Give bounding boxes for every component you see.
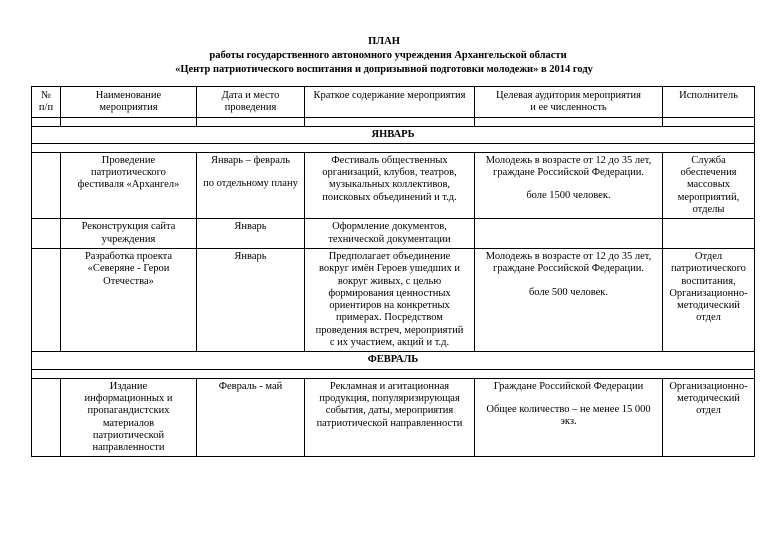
col-header-audience: Целевая аудитория мероприятия и ее численность	[475, 87, 663, 118]
event-name: Разработка проекта «Северяне - Герои Отечества»	[61, 248, 197, 351]
event-executor: Организационно- методический отдел	[663, 378, 755, 457]
event-name: Проведение патриотического фестиваля «Архангел»	[61, 152, 197, 218]
table-row	[32, 248, 755, 351]
col-header-date: Дата и место проведения	[197, 87, 305, 118]
col-header-summary: Краткое содержание мероприятия	[305, 87, 475, 118]
spacer-row	[32, 117, 755, 126]
table-header-row	[32, 87, 755, 118]
event-date: Январь – февраль по отдельному плану	[197, 152, 305, 218]
table-row	[32, 219, 755, 249]
event-summary: Предполагает объединение вокруг имён Героев ушедших и вокруг живых, с целью формирования ценностных ориентиров на конкретных примерах. Посредством проведения встреч, мероприятий с их участием, акций и т.д.	[305, 248, 475, 351]
table-row	[32, 152, 755, 218]
event-executor: Служба обеспечения массовых мероприятий, отделы	[663, 152, 755, 218]
event-date: Январь	[197, 248, 305, 351]
event-summary: Фестиваль общественных организаций, клубов, театров, музыкальных коллективов, поисковых объединений и т.д.	[305, 152, 475, 218]
event-audience: Молодежь в возрасте от 12 до 35 лет, граждане Российской Федерации. боле 1500 человек.	[475, 152, 663, 218]
event-executor: Отдел патриотического воспитания, Организационно- методический отдел	[663, 248, 755, 351]
spacer-row	[32, 143, 755, 152]
plan-organization: «Центр патриотического воспитания и допризывной подготовки молодежи» в 2014 году	[175, 64, 593, 75]
col-header-executor: Исполнитель	[663, 87, 755, 118]
month-label: ЯНВАРЬ	[32, 126, 755, 143]
event-name: Реконструкция сайта учреждения	[61, 219, 197, 249]
month-label: ФЕВРАЛЬ	[32, 352, 755, 369]
event-audience: Граждане Российской Федерации Общее количество – не менее 15 000 экз.	[475, 378, 663, 457]
event-date: Февраль - май	[197, 378, 305, 457]
table-row	[32, 378, 755, 457]
spacer-row	[32, 369, 755, 378]
month-row-february	[32, 352, 755, 369]
event-audience: Молодежь в возрасте от 12 до 35 лет, граждане Российской Федерации. боле 500 человек.	[475, 248, 663, 351]
month-row-january	[32, 126, 755, 143]
event-date: Январь	[197, 219, 305, 249]
col-header-name: Наименование мероприятия	[61, 87, 197, 118]
plan-subtitle: работы государственного автономного учреждения Архангельской области	[209, 50, 567, 61]
event-executor	[663, 219, 755, 249]
plan-title: ПЛАН	[368, 36, 400, 47]
event-summary: Оформление документов, технической документации	[305, 219, 475, 249]
event-name: Издание информационных и пропагандистских материалов патриотической направленности	[61, 378, 197, 457]
plan-table	[31, 86, 755, 457]
event-audience	[475, 219, 663, 249]
col-header-number: № п/п	[32, 87, 61, 118]
event-summary: Рекламная и агитационная продукция, популяризирующая события, даты, мероприятия патриотической направленности	[305, 378, 475, 457]
